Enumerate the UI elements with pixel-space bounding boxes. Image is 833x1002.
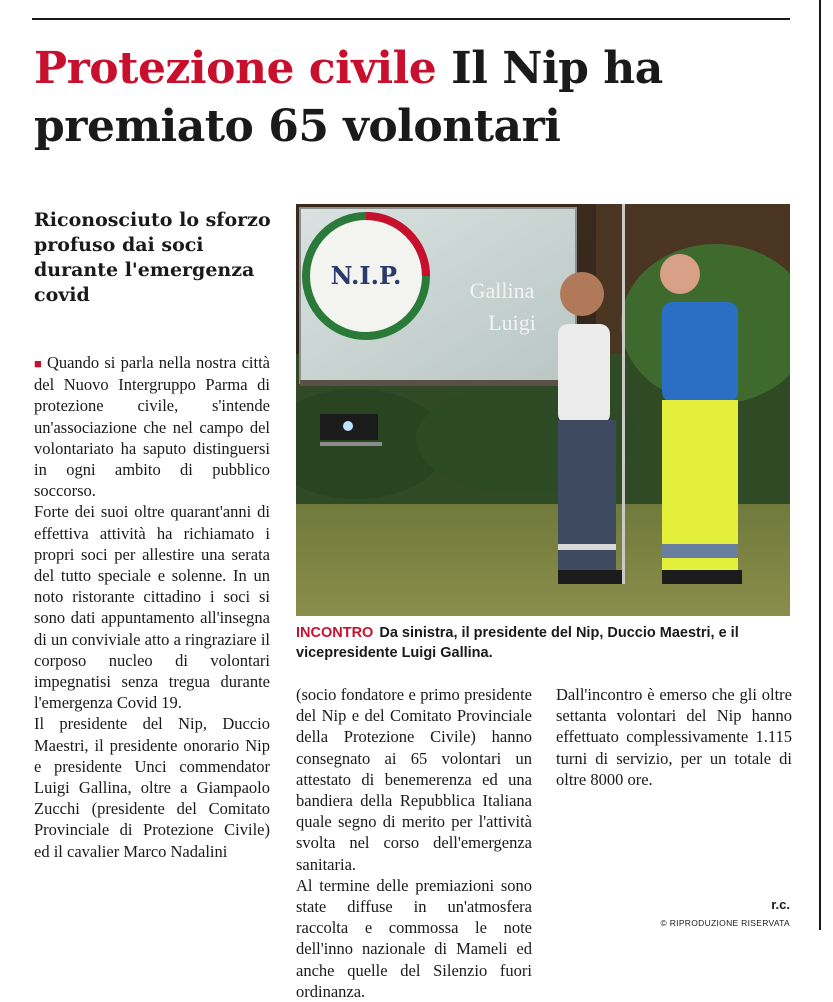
- article-column-3: [556, 684, 792, 790]
- paragraph-3: Il presidente del Nip, Duccio Maestri, il presidente onorario Nip e presidente Unci commendator Luigi Gallina, oltre a Giampaolo Zucchi (presidente del Comitato Provinciale di Protezione Civile) ed il cavalier Marco Nadalini: [34, 714, 270, 861]
- svg-text:N.I.P.: N.I.P.: [330, 261, 402, 290]
- photo-caption: [296, 623, 790, 663]
- caption-text: Da sinistra, il presidente del Nip, Duccio Maestri, e il vicepresidente Luigi Gallina.: [296, 625, 739, 661]
- headline-kicker: Protezione civile: [34, 43, 437, 94]
- paragraph-5a: Al termine delle premiazioni sono state diffuse in un'atmosfera raccolta e commossa le note dell'inno nazionale di Mameli ed anche quelle del Silenzio fuori ordinanza.: [296, 875, 532, 1001]
- svg-text:Luigi: Luigi: [488, 310, 536, 335]
- headline: [34, 40, 804, 156]
- subheadline: Riconosciuto lo sforzo profuso dai soci durante l'emergenza covid: [34, 209, 271, 306]
- copyright-notice: © RIPRODUZIONE RISERVATA: [660, 918, 790, 928]
- article-column-2: [296, 684, 532, 1002]
- article-photo: [296, 204, 790, 616]
- top-rule: [32, 18, 790, 20]
- paragraph-2: Forte dei suoi oltre quarant'anni di effettiva attività ha richiamato i propri soci per allestire una serata del tutto speciale e solenne. In un noto ristorante cittadino i soci si sono dati appuntamento all'insegna di un conviviale atto a ringraziare il corposo nucleo di volontari impegnatisi senza tregua durante l'emergenza Covid 19.: [34, 502, 270, 713]
- headline-title: Il Nip ha premiato 65 volontari: [34, 43, 663, 152]
- caption-label: INCONTRO: [296, 625, 374, 641]
- article-column-1: [34, 352, 270, 862]
- column-rule: [819, 0, 821, 930]
- paragraph-4: (socio fondatore e primo presidente del Nip e del Comitato Provinciale della Protezione Civile) hanno consegnato ai 65 volontari un attestato di benemerenza ed una bandiera della Repubblica Italiana quale segno di merito per l'attività svolta nel corso dell'emergenza sanitaria.: [296, 685, 532, 874]
- paragraph-6: Dall'incontro è emerso che gli oltre settanta volontari del Nip hanno effettuato complessivamente 1.115 turni di servizio, per un totale di oltre 8000 ore.: [556, 685, 792, 789]
- author-signature: r.c.: [771, 897, 790, 912]
- svg-text:Gallina: Gallina: [469, 278, 535, 303]
- red-square-icon: ■: [34, 356, 43, 371]
- paragraph-1: ■ Quando si parla nella nostra città del Nuovo Intergruppo Parma di protezione civile, s'intende un'associazione che nel campo del volontariato ha saputo distinguersi in ogni ambito di pubblico soccorso.: [34, 353, 270, 501]
